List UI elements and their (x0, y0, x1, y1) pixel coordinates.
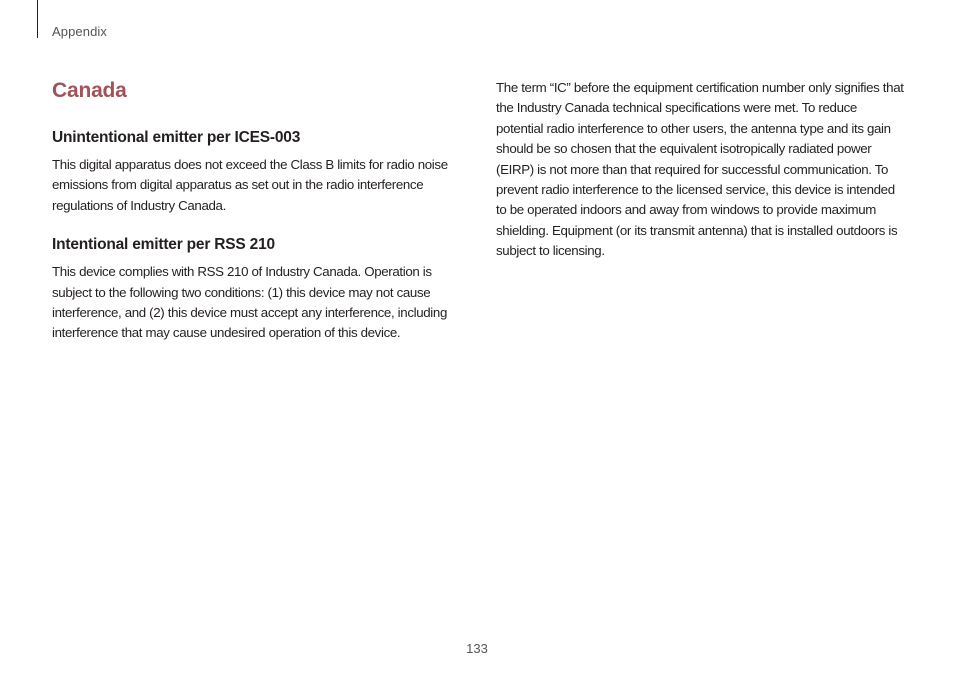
left-column (52, 76, 452, 362)
page-title: Canada (52, 79, 127, 102)
margin-rule (37, 0, 38, 38)
right-column (496, 78, 906, 262)
ic-paragraph: The term “IC” before the equipment certification number only signifies that the Industry Canada technical specifications were met. To reduce potential radio interference to other users, the antenna type and its gain should be so chosen that the equivalent isotropically radiated power (EIRP) is not more than that required for successful communication. To prevent radio interference to the licensed service, this device is intended to be operated indoors and away from windows to provide maximum shielding. Equipment (or its transmit antenna) that is installed outdoors is subject to licensing. (496, 80, 904, 259)
page-number: 133 (466, 641, 488, 656)
rss-heading: Intentional emitter per RSS 210 (52, 236, 275, 254)
ices-heading: Unintentional emitter per ICES-003 (52, 129, 301, 146)
section-label: Appendix (52, 24, 108, 39)
rss-paragraph: This device complies with RSS 210 of Industry Canada. Operation is subject to the following two conditions: (1) this device may not cause interference, and (2) this device must accept any interference, including interference that may cause undesired operation of this device. (52, 264, 448, 341)
ices-paragraph: This digital apparatus does not exceed the Class B limits for radio noise emissions from digital apparatus as set out in the radio interference regulations of Industry Canada. (52, 157, 448, 213)
